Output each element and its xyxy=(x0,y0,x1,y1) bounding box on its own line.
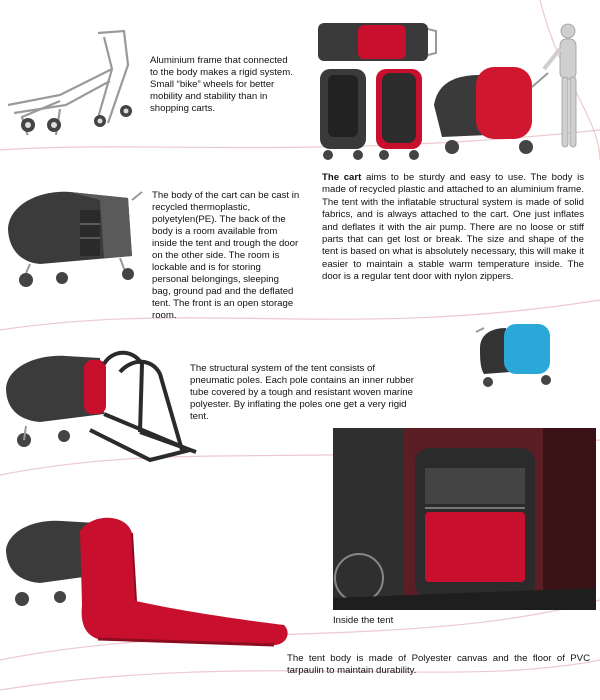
body-description: The body of the cart can be cast in recycled thermoplastic, polyetylen(PE). The back of the body is a room available from inside the tent and trough the door on the other side. The room is lockable and is for storing personal belongings, sleeping bag, ground pad and the deflated tent. The front is an open storage room. xyxy=(152,190,300,321)
cart-views-illustration xyxy=(312,15,592,170)
aluminium-frame-illustration xyxy=(0,25,140,135)
main-description xyxy=(322,172,584,284)
inside-tent-photo xyxy=(333,428,596,610)
inflated-tent-illustration xyxy=(0,505,300,655)
poles-description: The structural system of the tent consists of pneumatic poles. Each pole contains an inner rubber tube covered by a tough and resistant woven marine polyester. By inflating the poles one get a very rigid tent. xyxy=(190,363,414,422)
inside-tent-caption: Inside the tent xyxy=(333,615,394,626)
cart-body-illustration xyxy=(0,180,150,290)
main-description-body: aims to be sturdy and easy to use. The body is made of recycled plastic and attached to an aluminium frame. The tent with the inflatable structural system is made of solid fabrics, and is always attached to the cart. One just inflates and deflates it with the air pump. There are no loose or stiff parts that can get lost or break. The size and shape of the tent is based on what is absolutely necessary, this will make it easier to maintain a stable warm temperature inside. The door is a regular tent door with nylon zippers. xyxy=(322,172,584,283)
tent-description: The tent body is made of Polyester canvas and the floor of PVC tarpaulin to maintain durability. xyxy=(287,653,590,676)
cart-blue-door-illustration xyxy=(470,318,560,390)
frame-description: Aluminium frame that connected to the body makes a rigid system. Small “bike” wheels for better mobility and stability than in shopping carts. xyxy=(150,55,293,114)
pneumatic-poles-illustration xyxy=(0,340,200,470)
main-description-lead: The cart xyxy=(322,172,362,183)
